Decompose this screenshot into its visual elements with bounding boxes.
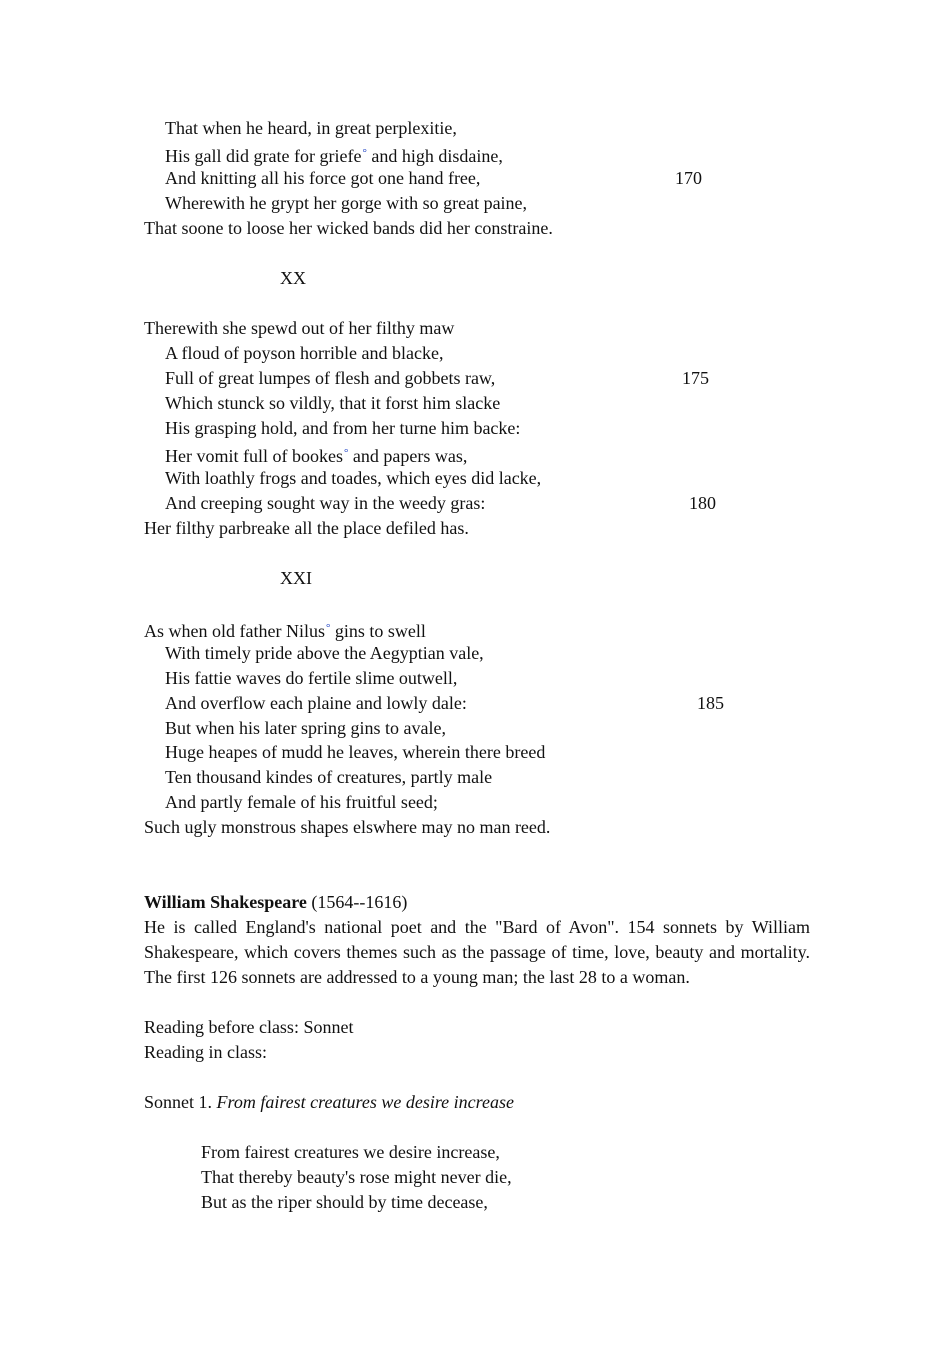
poem-line: And knitting all his force got one hand free, (165, 168, 481, 188)
author-name: William Shakespeare (144, 892, 307, 912)
author-bio: He is called England's national poet and the "Bard of Avon". 154 sonnets by William Shakespeare, which covers themes such as the passage of time, love, beauty and mortality. The first 126 sonnets are addressed to a young man; the last 28 to a woman. (144, 917, 810, 987)
poem-line: With timely pride above the Aegyptian vale, (165, 643, 484, 663)
author-dates: (1564--1616) (306, 892, 408, 912)
poem-line: Such ugly monstrous shapes elswhere may no man reed. (144, 817, 551, 837)
sonnet-line: But as the riper should by time decease, (201, 1192, 488, 1212)
line-number: 180 (689, 493, 716, 513)
poem-line: Huge heapes of mudd he leaves, wherein there breed (165, 742, 546, 762)
poem-line: And overflow each plaine and lowly dale: (165, 693, 467, 713)
sonnet-line: That thereby beauty's rose might never die, (201, 1167, 512, 1187)
poem-line: A floud of poyson horrible and blacke, (165, 343, 444, 363)
poem-line: His grasping hold, and from her turne him backe: (165, 418, 521, 438)
gloss-marker[interactable]: ° (362, 147, 367, 159)
sonnet-heading (144, 1090, 514, 1115)
reading-in: Reading in class: (144, 1042, 267, 1062)
sonnet-line: From fairest creatures we desire increase, (201, 1142, 500, 1162)
poem-line: But when his later spring gins to avale, (165, 718, 446, 738)
poem-line: Ten thousand kindes of creatures, partly male (165, 767, 493, 787)
stanza-heading: XX (280, 268, 306, 288)
gloss-marker[interactable]: ° (325, 622, 331, 634)
poem-line: Wherewith he grypt her gorge with so great paine, (165, 193, 528, 213)
reading-before: Reading before class: Sonnet (144, 1017, 354, 1037)
poem-line: And creeping sought way in the weedy gras: (165, 493, 486, 513)
line-number: 175 (682, 368, 709, 388)
poem-line: With loathly frogs and toades, which eyes did lacke, (165, 468, 542, 488)
gloss-marker[interactable]: ° (343, 447, 349, 459)
poem-line: His fattie waves do fertile slime outwell, (165, 668, 458, 688)
poem-line: That when he heard, in great perplexitie, (165, 118, 457, 138)
line-number: 185 (697, 693, 724, 713)
poem-line: That soone to loose her wicked bands did her constraine. (144, 218, 553, 238)
poem-line: Which stunck so vildly, that it forst him slacke (165, 393, 501, 413)
poem-line: And partly female of his fruitful seed; (165, 792, 438, 812)
stanza-heading: XXI (280, 568, 312, 588)
sonnet-label: Sonnet 1. (144, 1092, 217, 1112)
poem-line: Full of great lumpes of flesh and gobbets raw, (165, 368, 496, 388)
poem-line: Her vomit full of bookes° and papers was, (165, 446, 468, 466)
poem-line: Her filthy parbreake all the place defiled has. (144, 518, 469, 538)
author-heading (144, 890, 407, 915)
poem-line: His gall did grate for griefe° and high disdaine, (165, 146, 503, 166)
poem-line: Therewith she spewd out of her filthy maw (144, 318, 455, 338)
sonnet-title: From fairest creatures we desire increase (216, 1092, 514, 1112)
poem-line: As when old father Nilus° gins to swell (144, 621, 426, 641)
line-number: 170 (675, 168, 702, 188)
